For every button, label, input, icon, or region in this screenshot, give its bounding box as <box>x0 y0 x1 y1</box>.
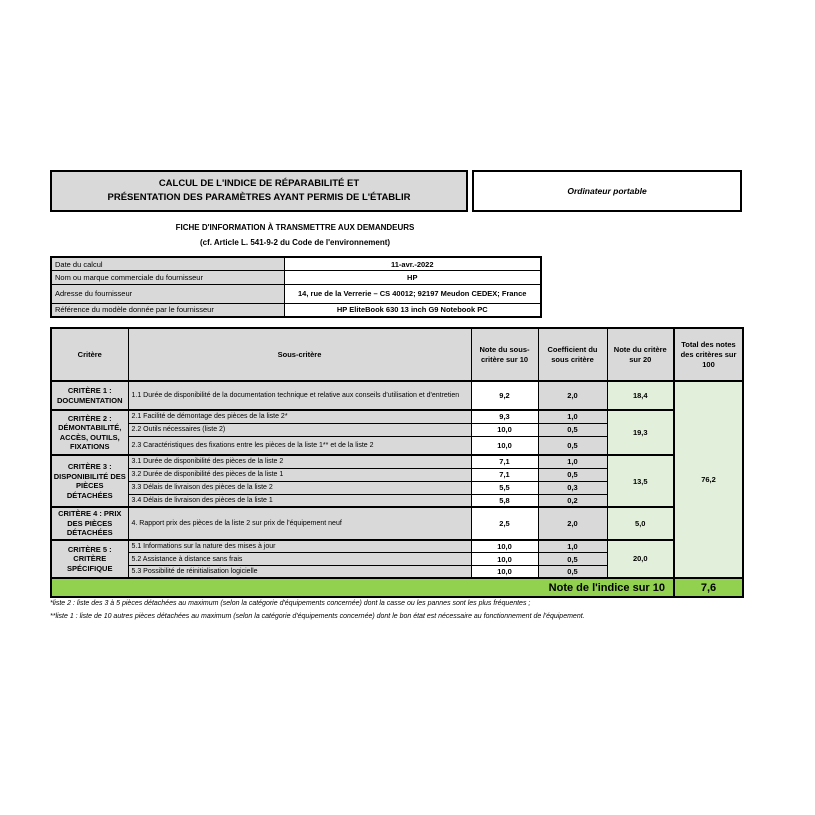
info-label-model: Référence du modèle donnée par le fournisseur <box>51 303 284 317</box>
fiche-heading <box>50 220 540 250</box>
supplier-info-table <box>50 256 542 318</box>
col-header-coefficient: Coefficient du sous critère <box>538 328 607 381</box>
subcriterion-1-1-coef: 2,0 <box>538 381 607 410</box>
document-header <box>50 170 742 212</box>
info-row-model <box>51 303 541 317</box>
footnotes <box>50 597 750 623</box>
subcriterion-5-2-label: 5.2 Assistance à distance sans frais <box>128 553 471 566</box>
subcriterion-2-1-coef: 1,0 <box>538 410 607 423</box>
subcriterion-4-note: 2,5 <box>471 507 538 540</box>
subcriterion-3-2-note: 7,1 <box>471 468 538 481</box>
criterion-5-label: CRITÈRE 5 : CRITÈRE SPÉCIFIQUE <box>51 540 128 579</box>
info-row-date <box>51 257 541 271</box>
index-score-label: Note de l'indice sur 10 <box>51 578 674 597</box>
criterion-3-score-20: 13,5 <box>607 455 674 507</box>
subcriterion-4-coef: 2,0 <box>538 507 607 540</box>
criterion-1-score-20: 18,4 <box>607 381 674 410</box>
info-row-address <box>51 284 541 303</box>
subcriterion-4-label: 4. Rapport prix des pièces de la liste 2 sur prix de l'équipement neuf <box>128 507 471 540</box>
info-label-brand: Nom ou marque commerciale du fournisseur <box>51 271 284 285</box>
document-title <box>50 170 468 212</box>
subcriterion-2-1-label: 2.1 Facilité de démontage des pièces de la liste 2* <box>128 410 471 423</box>
index-score-row <box>51 578 743 597</box>
total-score-100: 76,2 <box>674 381 743 578</box>
document-title-line2: PRÉSENTATION DES PARAMÈTRES AYANT PERMIS DE L'ÉTABLIR <box>107 192 411 203</box>
footnote-liste-2: *liste 2 : liste des 3 à 5 pièces détachées au maximum (selon la catégorie d'équipements concernée) dont la casse ou les pannes sont les plus fréquentes ; <box>50 600 531 607</box>
col-header-note-sur-20: Note du critère sur 20 <box>607 328 674 381</box>
criterion-5-score-20: 20,0 <box>607 540 674 579</box>
subcriterion-2-3-note: 10,0 <box>471 436 538 455</box>
subcriterion-1-1-note: 9,2 <box>471 381 538 410</box>
info-label-date: Date du calcul <box>51 257 284 271</box>
subcriterion-2-2-coef: 0,5 <box>538 423 607 436</box>
subcriterion-5-3-label: 5.3 Possibilité de réinitialisation logicielle <box>128 566 471 579</box>
subcriterion-1-1-label: 1.1 Durée de disponibilité de la documentation technique et relative aux conseils d'utilisation et d'entretien <box>128 381 471 410</box>
footnote-liste-1: **liste 1 : liste de 10 autres pièces détachées au maximum (selon la catégorie d'équipements concernée) dont le bon état est nécessaire au fonctionnement de l'équipement. <box>50 613 585 620</box>
subcriterion-3-4-note: 5,8 <box>471 494 538 507</box>
subcriterion-5-2-note: 10,0 <box>471 553 538 566</box>
subcriterion-2-2-note: 10,0 <box>471 423 538 436</box>
subcriterion-3-2-label: 3.2 Durée de disponibilité des pièces de la liste 1 <box>128 468 471 481</box>
subcriterion-3-1-note: 7,1 <box>471 455 538 468</box>
fiche-heading-line1: FICHE D'INFORMATION À TRANSMETTRE AUX DEMANDEURS <box>175 223 415 232</box>
subcriterion-3-4-coef: 0,2 <box>538 494 607 507</box>
subcriterion-5-3-note: 10,0 <box>471 566 538 579</box>
subcriterion-3-3-note: 5,5 <box>471 481 538 494</box>
info-value-address: 14, rue de la Verrerie – CS 40012; 92197 Meudon CEDEX; France <box>284 284 541 303</box>
subcriterion-3-1-coef: 1,0 <box>538 455 607 468</box>
subcriterion-2-1-note: 9,3 <box>471 410 538 423</box>
fiche-heading-line2: (cf. Article L. 541-9-2 du Code de l'environnement) <box>199 238 391 247</box>
col-header-note-sur-10: Note du sous-critère sur 10 <box>471 328 538 381</box>
subcriterion-3-2-coef: 0,5 <box>538 468 607 481</box>
subcriterion-2-3-label: 2.3 Caractéristiques des fixations entre les pièces de la liste 1** et de la liste 2 <box>128 436 471 455</box>
table-header-row <box>51 328 743 381</box>
subcriterion-5-1-coef: 1,0 <box>538 540 607 553</box>
subcriterion-2-3-coef: 0,5 <box>538 436 607 455</box>
subcriterion-5-3-coef: 0,5 <box>538 566 607 579</box>
col-header-total-sur-100: Total des notes des critères sur 100 <box>674 328 743 381</box>
index-score-value: 7,6 <box>674 578 743 597</box>
subcriterion-3-4-label: 3.4 Délais de livraison des pièces de la liste 1 <box>128 494 471 507</box>
product-category-box <box>472 170 742 212</box>
subcriterion-3-3-coef: 0,3 <box>538 481 607 494</box>
subcriterion-5-1-label: 5.1 Informations sur la nature des mises à jour <box>128 540 471 553</box>
table-row <box>51 507 743 540</box>
table-row <box>51 381 743 410</box>
subcriterion-2-2-label: 2.2 Outils nécessaires (liste 2) <box>128 423 471 436</box>
document-title-line1: CALCUL DE L'INDICE DE RÉPARABILITÉ ET <box>158 178 360 189</box>
repairability-score-table <box>50 327 744 598</box>
product-category-label: Ordinateur portable <box>567 186 647 196</box>
subcriterion-5-2-coef: 0,5 <box>538 553 607 566</box>
criterion-4-label: CRITÈRE 4 : PRIX DES PIÈCES DÉTACHÉES <box>51 507 128 540</box>
info-row-brand <box>51 271 541 285</box>
criterion-2-score-20: 19,3 <box>607 410 674 455</box>
criterion-4-score-20: 5,0 <box>607 507 674 540</box>
col-header-sous-critere: Sous-critère <box>128 328 471 381</box>
subcriterion-5-1-note: 10,0 <box>471 540 538 553</box>
subcriterion-3-1-label: 3.1 Durée de disponibilité des pièces de la liste 2 <box>128 455 471 468</box>
col-header-critere: Critère <box>51 328 128 381</box>
criterion-1-label: CRITÈRE 1 : DOCUMENTATION <box>51 381 128 410</box>
criterion-2-label: CRITÈRE 2 : DÉMONTABILITÉ, ACCÈS, OUTILS, FIXATIONS <box>51 410 128 455</box>
subcriterion-3-3-label: 3.3 Délais de livraison des pièces de la liste 2 <box>128 481 471 494</box>
criterion-3-label: CRITÈRE 3 : DISPONIBILITÉ DES PIÈCES DÉTACHÉES <box>51 455 128 507</box>
table-row <box>51 410 743 423</box>
info-value-date: 11-avr.-2022 <box>284 257 541 271</box>
info-label-address: Adresse du fournisseur <box>51 284 284 303</box>
table-row <box>51 540 743 553</box>
info-value-brand: HP <box>284 271 541 285</box>
info-value-model: HP EliteBook 630 13 inch G9 Notebook PC <box>284 303 541 317</box>
table-row <box>51 455 743 468</box>
